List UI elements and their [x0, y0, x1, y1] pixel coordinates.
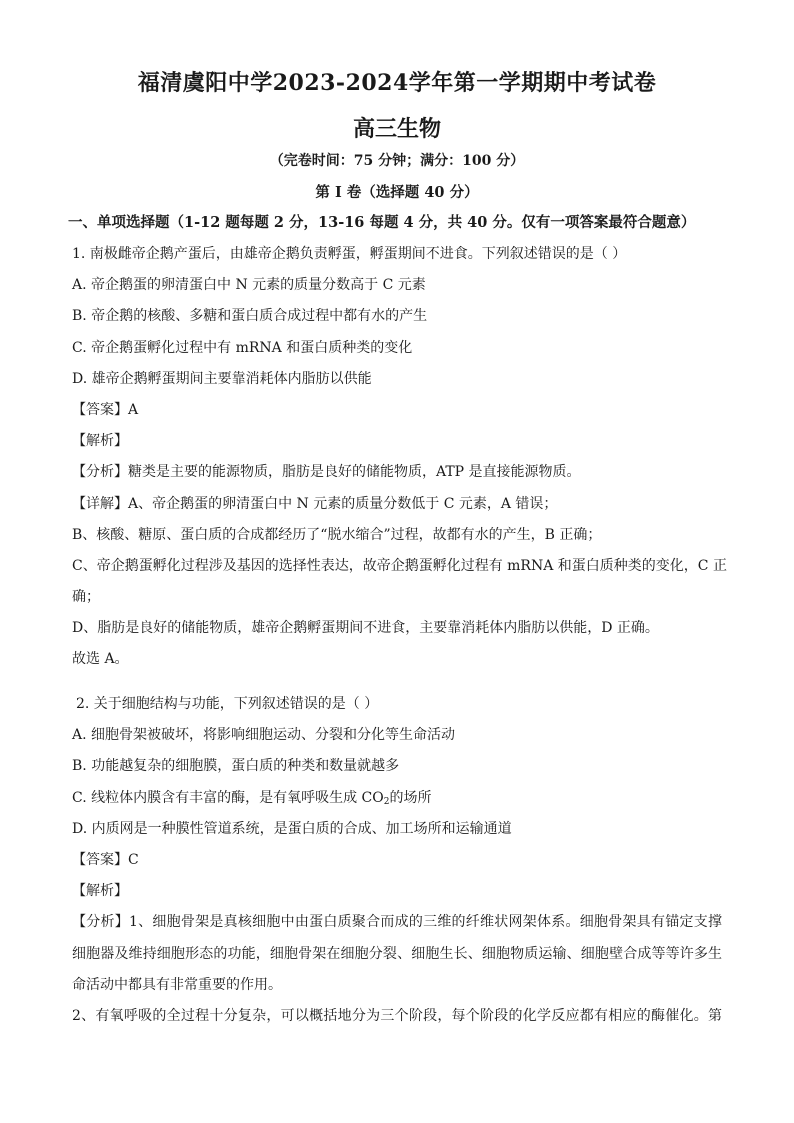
q1-stem: 1. 南极雌帝企鹅产蛋后，由雄帝企鹅负责孵蛋，孵蛋期间不进食。下列叙述错误的是（ ） — [72, 246, 627, 262]
q1-answer: 【答案】A — [72, 402, 139, 418]
part-heading: 第 I 卷（选择题 40 分） — [315, 184, 479, 201]
q1-explain-line: D、脂肪是良好的储能物质，雄帝企鹅孵蛋期间不进食，主要靠消耗体内脂肪以供能，D 正确。 — [72, 620, 659, 636]
q2-option-c-text: C. 线粒体内膜含有丰富的酶，是有氧呼吸生成 CO — [72, 790, 384, 806]
q1-explain-line: C、帝企鹅蛋孵化过程涉及基因的选择性表达，故帝企鹅蛋孵化过程有 mRNA 和蛋白质种类的变化，C 正 — [72, 558, 727, 574]
exam-title: 福清虞阳中学2023-2024学年第一学期期中考试卷 — [137, 70, 657, 96]
subject-title: 高三生物 — [352, 116, 441, 142]
q1-explain-line: B、核酸、糖原、蛋白质的合成都经历了“脱水缩合”过程，故都有水的产生，B 正确； — [72, 527, 602, 543]
q2-option-a: A. 细胞骨架被破坏，将影响细胞运动、分裂和分化等生命活动 — [72, 727, 456, 743]
q2-explain-line: 命活动中都具有非常重要的作用。 — [72, 977, 282, 993]
q2-option-c — [72, 788, 722, 808]
q2-option-c-subscript: 2 — [383, 797, 390, 807]
q1-option-c: C. 帝企鹅蛋孵化过程中有 mRNA 和蛋白质种类的变化 — [72, 340, 413, 356]
exam-info: （完卷时间：75 分钟；满分：100 分） — [269, 153, 525, 169]
q1-option-a: A. 帝企鹅蛋的卵清蛋白中 N 元素的质量分数高于 C 元素 — [72, 277, 426, 293]
q2-explain-line: 细胞器及维持细胞形态的功能，细胞骨架在细胞分裂、细胞生长、细胞物质运输、细胞壁合成等等许多生 — [72, 946, 722, 962]
q2-explain-line: 2、有氧呼吸的全过程十分复杂，可以概括地分为三个阶段，每个阶段的化学反应都有相应的酶催化。第 — [72, 1008, 722, 1024]
q1-analysis-label: 【解析】 — [72, 433, 128, 449]
q2-option-d: D. 内质网是一种膜性管道系统，是蛋白质的合成、加工场所和运输通道 — [72, 821, 512, 837]
q1-option-d: D. 雄帝企鹅孵蛋期间主要靠消耗体内脂肪以供能 — [72, 371, 372, 387]
q2-explain-line: 【分析】1、细胞骨架是真核细胞中由蛋白质聚合而成的三维的纤维状网架体系。细胞骨架具有锚定支撑 — [72, 914, 722, 930]
q1-explain-line: 【分析】糖类是主要的能源物质，脂肪是良好的储能物质，ATP 是直接能源物质。 — [72, 464, 581, 480]
q1-explain-line: 故选 A。 — [72, 651, 129, 667]
q2-stem: 2. 关于细胞结构与功能，下列叙述错误的是（ ） — [76, 696, 379, 712]
q2-option-c-tail: 的场所 — [389, 790, 432, 806]
q1-explain-line: 确； — [72, 589, 100, 605]
q1-option-b: B. 帝企鹅的核酸、多糖和蛋白质合成过程中都有水的产生 — [72, 308, 428, 324]
section-heading: 一、单项选择题（1-12 题每题 2 分，13-16 每题 4 分，共 40 分。仅有一项答案最符合题意） — [68, 214, 696, 231]
q1-explain-line: 【详解】A、帝企鹅蛋的卵清蛋白中 N 元素的质量分数低于 C 元素，A 错误； — [72, 496, 558, 512]
q2-analysis-label: 【解析】 — [72, 883, 128, 899]
q2-answer: 【答案】C — [72, 852, 139, 868]
q2-option-b: B. 功能越复杂的细胞膜，蛋白质的种类和数量就越多 — [72, 758, 400, 774]
